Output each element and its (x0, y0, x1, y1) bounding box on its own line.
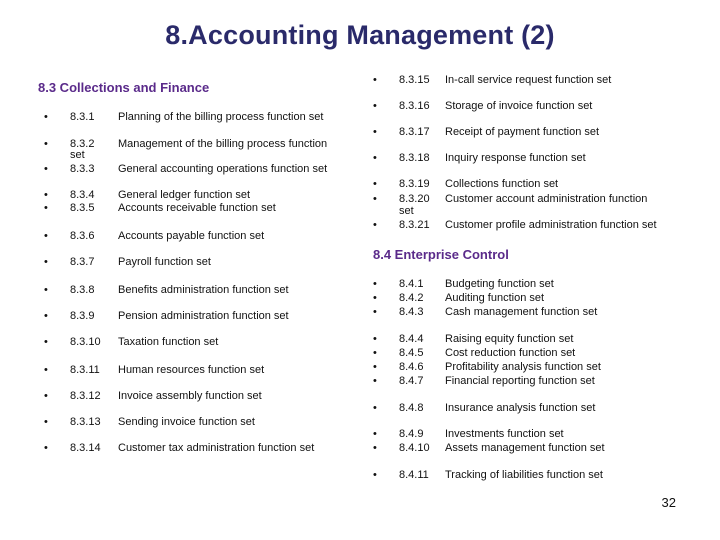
bullet: • (373, 428, 377, 440)
bullet: • (44, 442, 48, 454)
item-text: Taxation function set (118, 336, 219, 348)
item-number: 8.4.2 (399, 292, 424, 304)
item-number: 8.4.4 (399, 333, 424, 345)
bullet: • (44, 230, 48, 242)
bullet: • (44, 163, 48, 175)
item-text: Payroll function set (118, 256, 211, 268)
bullet: • (44, 202, 48, 214)
item-number: 8.3.19 (399, 178, 430, 190)
bullet: • (373, 278, 377, 290)
item-text: Sending invoice function set (118, 416, 255, 428)
item-number: 8.4.9 (399, 428, 424, 440)
item-text: Accounts payable function set (118, 230, 265, 242)
bullet: • (373, 178, 377, 190)
bullet: • (373, 333, 377, 345)
item-text: Collections function set (445, 178, 559, 190)
bullet: • (44, 256, 48, 268)
page-number: 32 (661, 495, 676, 510)
bullet: • (373, 442, 377, 454)
item-text: Inquiry response function set (445, 152, 586, 164)
item-number: 8.3.11 (70, 364, 100, 376)
item-number: 8.3.9 (70, 310, 95, 322)
item-number: 8.3.12 (70, 390, 101, 402)
item-number: 8.3.3 (70, 163, 95, 175)
item-text: Customer tax administration function set (118, 442, 315, 454)
item-text: Planning of the billing process function set (118, 111, 324, 123)
item-text: Human resources function set (118, 364, 265, 376)
bullet: • (44, 336, 48, 348)
item-text: Customer account administration function (445, 193, 648, 205)
item-number: 8.3.15 (399, 74, 430, 86)
bullet: • (373, 375, 377, 387)
page-title: 8.Accounting Management (2) (165, 20, 555, 50)
item-number: 8.3.20 (399, 193, 430, 205)
item-number: set (70, 149, 85, 161)
item-number: 8.3.6 (70, 230, 95, 242)
item-number: 8.3.10 (70, 336, 101, 348)
item-text: Customer profile administration function set (445, 219, 657, 231)
bullet: • (44, 284, 48, 296)
section-heading-collections: 8.3 Collections and Finance (38, 80, 210, 95)
bullet: • (373, 193, 377, 205)
item-text: Storage of invoice function set (445, 100, 593, 112)
bullet: • (373, 219, 377, 231)
item-number: 8.3.7 (70, 256, 95, 268)
bullet: • (373, 361, 377, 373)
item-number: 8.4.3 (399, 306, 424, 318)
item-text: In-call service request function set (445, 74, 612, 86)
item-number: 8.3.8 (70, 284, 95, 296)
bullet: • (373, 126, 377, 138)
bullet: • (373, 402, 377, 414)
item-number: 8.4.7 (399, 375, 424, 387)
bullet: • (373, 152, 377, 164)
item-text: Investments function set (445, 428, 564, 440)
item-number: 8.3.4 (70, 189, 95, 201)
item-text: Pension administration function set (118, 310, 289, 322)
item-number: 8.4.8 (399, 402, 424, 414)
bullet: • (44, 111, 48, 123)
item-number: 8.4.6 (399, 361, 424, 373)
section-heading-enterprise-control: 8.4 Enterprise Control (373, 247, 509, 262)
bullet: • (44, 416, 48, 428)
bullet: • (373, 100, 377, 112)
item-number: 8.3.2 (70, 138, 95, 150)
item-text: Raising equity function set (445, 333, 574, 345)
bullet: • (373, 469, 377, 481)
bullet: • (44, 364, 48, 376)
item-text: Assets management function set (445, 442, 605, 454)
item-text: Auditing function set (445, 292, 545, 304)
item-text: Tracking of liabilities function set (445, 469, 603, 481)
item-text: Cost reduction function set (445, 347, 576, 359)
bullet: • (44, 390, 48, 402)
item-number: 8.4.5 (399, 347, 424, 359)
item-text: Profitability analysis function set (445, 361, 601, 373)
item-text: Insurance analysis function set (445, 402, 596, 414)
item-number: set (399, 205, 414, 217)
item-text: General ledger function set (118, 189, 251, 201)
item-number: 8.3.5 (70, 202, 95, 214)
item-number: 8.3.13 (70, 416, 101, 428)
bullet: • (44, 310, 48, 322)
item-text: Financial reporting function set (445, 375, 595, 387)
item-text: Receipt of payment function set (445, 126, 600, 138)
item-number: 8.4.10 (399, 442, 430, 454)
item-text: Cash management function set (445, 306, 598, 318)
item-number: 8.4.1 (399, 278, 424, 290)
item-text: Budgeting function set (445, 278, 554, 290)
item-number: 8.3.16 (399, 100, 430, 112)
item-number: 8.3.14 (70, 442, 101, 454)
bullet: • (373, 74, 377, 86)
item-text: General accounting operations function set (118, 163, 328, 175)
item-text: Invoice assembly function set (118, 390, 262, 402)
bullet: • (373, 292, 377, 304)
bullet: • (44, 189, 48, 201)
item-text: Accounts receivable function set (118, 202, 276, 214)
item-text: Benefits administration function set (118, 284, 289, 296)
item-number: 8.4.11 (399, 469, 429, 481)
item-number: 8.3.1 (70, 111, 95, 123)
bullet: • (44, 138, 48, 150)
item-number: 8.3.21 (399, 219, 430, 231)
item-number: 8.3.18 (399, 152, 430, 164)
item-number: 8.3.17 (399, 126, 430, 138)
bullet: • (373, 306, 377, 318)
item-text: Management of the billing process function (118, 138, 328, 150)
bullet: • (373, 347, 377, 359)
